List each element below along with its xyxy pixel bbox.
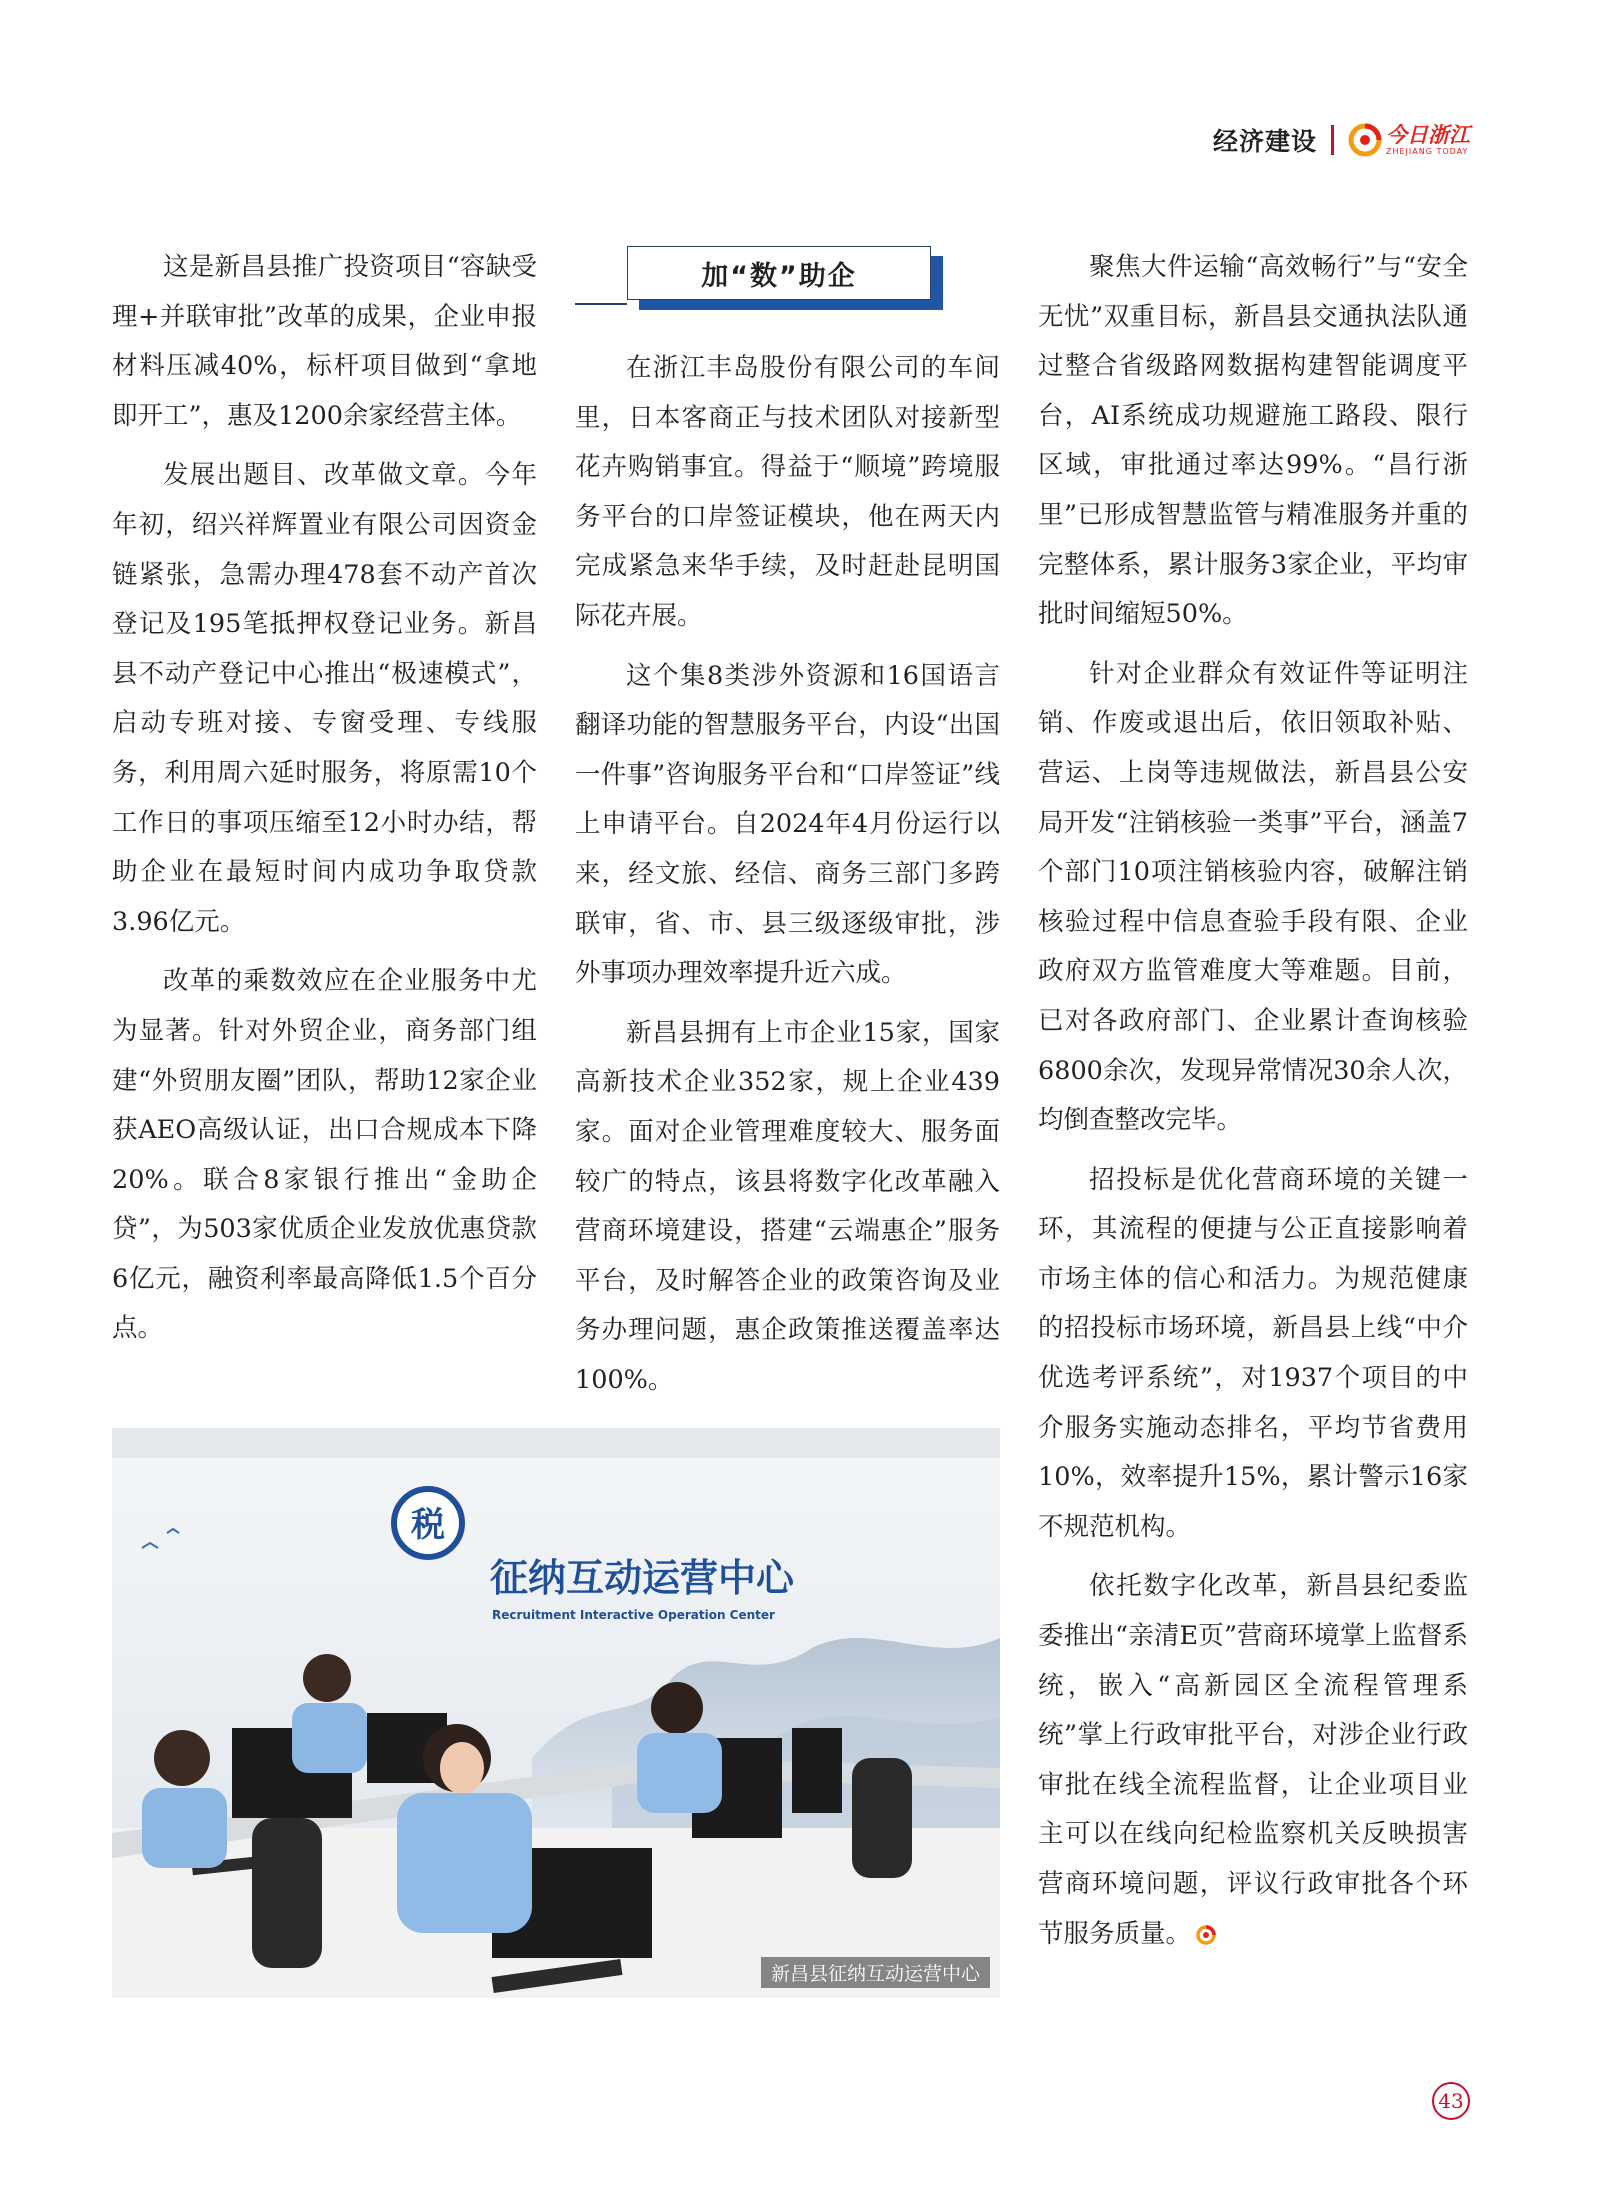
paragraph: 改革的乘数效应在企业服务中尤为显著。针对外贸企业，商务部门组建“外贸朋友圈”团队，帮助12家企业获AEO高级认证，出口合规成本下降20%。联合8家银行推出“金助企贷”，为503家优质企业发放优惠贷款6亿元，融资利率最高降低1.5个百分点。: [112, 966, 537, 1344]
paragraph: 这个集8类涉外资源和16国语言翻译功能的智慧服务平台，内设“出国一件事”咨询服务平台和“口岸签证”线上申请平台。自2024年4月份运行以来，经文旅、经信、商务三部门多跨联审，省、市、县三级逐级审批，涉外事项办理效率提升近六成。: [575, 660, 1000, 989]
magazine-logo: [1348, 123, 1470, 157]
column-3: [1038, 243, 1468, 1969]
subheading-box: [627, 246, 931, 300]
column-1: [112, 243, 537, 1364]
paragraph: 这是新昌县推广投资项目“容缺受理+并联审批”改革的成果，企业申报材料压减40%，标杆项目做到“拿地即开工”，惠及1200余家经营主体。: [112, 252, 537, 431]
paragraph: 新昌县拥有上市企业15家，国家高新技术企业352家，规上企业439家。面对企业管理难度较大、服务面较广的特点，该县将数字化改革融入营商环境建设，搭建“云端惠企”服务平台，及时解答企业的政策咨询及业务办理问题，惠企政策推送覆盖率达100%。: [575, 1017, 1000, 1395]
logo-swirl-icon: [1348, 123, 1382, 157]
page-number: 43: [1432, 2082, 1470, 2120]
tax-emblem: 税: [411, 1505, 445, 1545]
paragraph: 针对企业群众有效证件等证明注销、作废或退出后，依旧领取补贴、营运、上岗等违规做法，新昌县公安局开发“注销核验一类事”平台，涵盖7个部门10项注销核验内容，破解注销核验过程中信息查验手段有限、企业政府双方监管难度大等难题。目前，已对各政府部门、企业累计查询核验6800余次，发现异常情况30余人次，均倒查整改完毕。: [1038, 658, 1468, 1136]
paragraph: 发展出题目、改革做文章。今年年初，绍兴祥辉置业有限公司因资金链紧张，急需办理478套不动产首次登记及195笔抵押权登记业务。新昌县不动产登记中心推出“极速模式”，启动专班对接、专窗受理、专线服务，利用周六延时服务，将原需10个工作日的事项压缩至12小时办结，帮助企业在最短时间内成功争取贷款3.96亿元。: [112, 460, 537, 937]
section-name: 经济建设: [1212, 127, 1317, 156]
paragraph-text: 依托数字化改革，新昌县纪委监委推出“亲清E页”营商环境掌上监督系统，嵌入“高新园区全流程管理系统”掌上行政审批平台，对涉企业行政审批在线全流程监督，让企业项目业主可以在线向纪检监察机关反映损害营商环境问题，评议行政审批各个环节服务质量。: [1038, 1571, 1468, 1949]
subheading-rule: [575, 303, 627, 305]
wall-sign-cn: 征纳互动运营中心: [490, 1556, 795, 1600]
column-2: [575, 344, 1000, 1415]
photo-caption: 新昌县征纳互动运营中心: [761, 1957, 990, 1988]
paragraph: 聚焦大件运输“高效畅行”与“安全无忧”双重目标，新昌县交通执法队通过整合省级路网数据构建智能调度平台，AI系统成功规避施工路段、限行区域，审批通过率达99%。“昌行浙里”已形成智慧监管与精准服务并重的完整体系，累计服务3家企业，平均审批时间缩短50%。: [1038, 252, 1468, 630]
header-divider: [1331, 125, 1334, 155]
paragraph-last: [1038, 1562, 1468, 1959]
paragraph: 招投标是优化营商环境的关键一环，其流程的便捷与公正直接影响着市场主体的信心和活力。为规范健康的招投标市场环境，新昌县上线“中介优选考评系统”，对1937个项目的中介服务实施动态排名，平均节省费用10%，效率提升15%，累计警示16家不规范机构。: [1038, 1164, 1468, 1542]
wall-sign-en: Recruitment Interactive Operation Center: [492, 1608, 775, 1622]
office-photo: [112, 1428, 1000, 1998]
subheading: 加“数”助企: [701, 260, 857, 292]
page-header: [1213, 118, 1470, 162]
logo-en: ZHEJIANG TODAY: [1386, 146, 1469, 156]
office-illustration: [112, 1428, 1000, 1998]
end-mark-icon: [1195, 1924, 1217, 1946]
logo-cn: 今日浙江: [1386, 122, 1470, 147]
paragraph: 在浙江丰岛股份有限公司的车间里，日本客商正与技术团队对接新型花卉购销事宜。得益于“顺境”跨境服务平台的口岸签证模块，他在两天内完成紧急来华手续，及时赶赴昆明国际花卉展。: [575, 353, 1000, 631]
